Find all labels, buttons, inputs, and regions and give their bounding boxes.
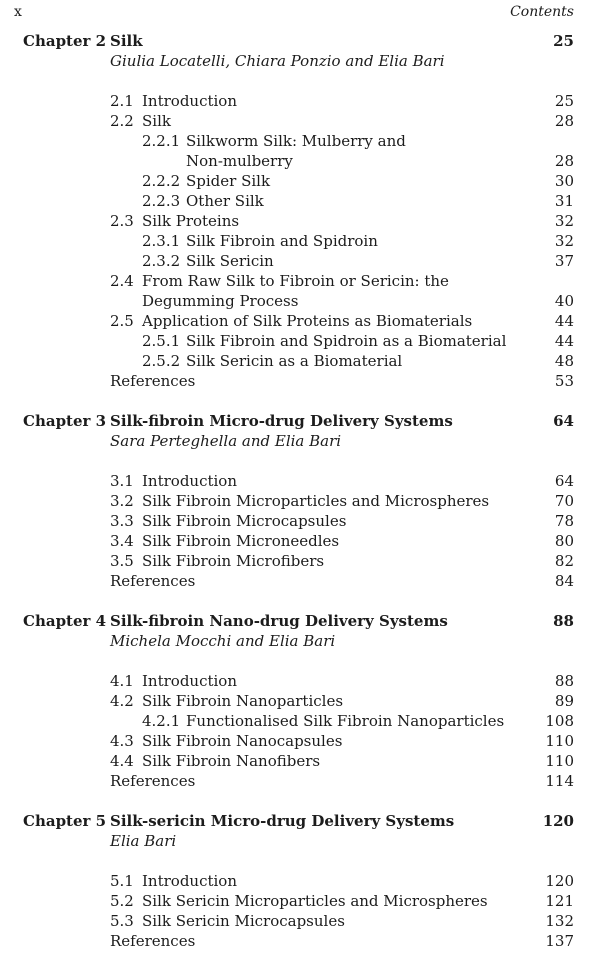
section-entry xyxy=(0,531,601,551)
entry-page-number: 121 xyxy=(545,892,574,910)
entry-page-number: 32 xyxy=(554,232,574,250)
section-entry xyxy=(0,471,601,491)
chapter-heading xyxy=(0,411,601,431)
entry-page-number: 80 xyxy=(554,532,574,550)
subsection-entry xyxy=(0,711,601,731)
chapter-heading xyxy=(0,611,601,631)
chapter-block xyxy=(0,611,601,791)
entry-title: Silk Fibroin Nanoparticles xyxy=(142,692,344,710)
entry-number: 2.2.1 xyxy=(142,132,181,150)
entry-number: 3.5 xyxy=(110,552,134,570)
entry-number: 2.2.2 xyxy=(142,172,181,190)
entry-title: Application of Silk Proteins as Biomaterials xyxy=(142,312,473,330)
entry-title: Introduction xyxy=(142,872,237,890)
entry-page-number: 28 xyxy=(554,112,574,130)
entry-title: References xyxy=(110,372,196,390)
subsection-entry-continued xyxy=(0,151,601,171)
section-entry xyxy=(0,511,601,531)
entry-page-number: 28 xyxy=(554,152,574,170)
chapter-page-number: 25 xyxy=(553,32,574,50)
entry-number: 2.2 xyxy=(110,112,134,130)
chapter-label: Chapter 3 xyxy=(23,412,107,430)
chapter-authors-line xyxy=(0,51,601,71)
entry-page-number: 70 xyxy=(554,492,574,510)
entry-page-number: 78 xyxy=(554,512,574,530)
section-entry xyxy=(0,271,601,291)
entry-title: Functionalised Silk Fibroin Nanoparticles xyxy=(186,712,505,730)
entry-page-number: 110 xyxy=(545,732,574,750)
entry-number: 4.1 xyxy=(110,672,134,690)
entry-number: 2.5.1 xyxy=(142,332,181,350)
section-entry xyxy=(0,671,601,691)
chapter-authors: Sara Perteghella and Elia Bari xyxy=(110,432,342,450)
references-entry xyxy=(0,931,601,951)
chapter-authors-line xyxy=(0,831,601,851)
entry-page-number: 64 xyxy=(554,472,574,490)
chapter-authors: Elia Bari xyxy=(110,832,177,850)
entry-title: Silk Fibroin Microfibers xyxy=(142,552,325,570)
entry-page-number: 37 xyxy=(554,252,574,270)
entry-title: Silk Sericin Microparticles and Microspheres xyxy=(142,892,488,910)
entry-number: 4.2.1 xyxy=(142,712,181,730)
chapter-authors: Michela Mocchi and Elia Bari xyxy=(110,632,336,650)
entry-number: 2.3.2 xyxy=(142,252,181,270)
chapter-spacer xyxy=(0,591,601,611)
entry-page-number: 132 xyxy=(545,912,574,930)
subsection-entry xyxy=(0,331,601,351)
entry-page-number: 84 xyxy=(554,572,574,590)
chapter-title: Silk xyxy=(110,32,143,50)
chapter-block xyxy=(0,31,601,391)
chapter-heading xyxy=(0,31,601,51)
table-of-contents xyxy=(0,31,601,951)
entry-title: Spider Silk xyxy=(186,172,271,190)
chapter-title: Silk-fibroin Nano-drug Delivery Systems xyxy=(110,612,448,630)
entry-title: Introduction xyxy=(142,672,237,690)
subsection-entry xyxy=(0,231,601,251)
entry-page-number: 120 xyxy=(545,872,574,890)
section-entry xyxy=(0,731,601,751)
chapter-block xyxy=(0,811,601,951)
chapter-page-number: 64 xyxy=(553,412,574,430)
entry-page-number: 25 xyxy=(554,92,574,110)
entry-number: 4.3 xyxy=(110,732,134,750)
entry-title-continued: Degumming Process xyxy=(142,292,299,310)
entry-page-number: 108 xyxy=(545,712,574,730)
entry-page-number: 40 xyxy=(554,292,574,310)
section-entry xyxy=(0,871,601,891)
chapter-authors-line xyxy=(0,431,601,451)
chapter-spacer xyxy=(0,791,601,811)
section-entry xyxy=(0,751,601,771)
entry-number: 5.2 xyxy=(110,892,134,910)
chapter-title: Silk-fibroin Micro-drug Delivery Systems xyxy=(110,412,453,430)
entry-title: Silk Fibroin Nanocapsules xyxy=(142,732,343,750)
entry-title: Silk Proteins xyxy=(142,212,240,230)
entry-title: Other Silk xyxy=(186,192,264,210)
entry-page-number: 31 xyxy=(554,192,574,210)
entry-page-number: 30 xyxy=(554,172,574,190)
entry-number: 2.5.2 xyxy=(142,352,181,370)
entry-title: Silk Fibroin Microparticles and Microspheres xyxy=(142,492,490,510)
references-entry xyxy=(0,371,601,391)
entry-title: Introduction xyxy=(142,472,237,490)
entry-number: 2.1 xyxy=(110,92,134,110)
entry-title: References xyxy=(110,572,196,590)
entry-title: From Raw Silk to Fibroin or Sericin: the xyxy=(142,272,449,290)
spacer xyxy=(0,851,601,871)
section-entry xyxy=(0,311,601,331)
entry-title: References xyxy=(110,932,196,950)
chapter-spacer xyxy=(0,391,601,411)
entry-title-continued: Non-mulberry xyxy=(186,152,293,170)
chapter-title: Silk-sericin Micro-drug Delivery Systems xyxy=(110,812,455,830)
chapter-block xyxy=(0,411,601,591)
section-entry xyxy=(0,91,601,111)
entry-page-number: 53 xyxy=(554,372,574,390)
section-entry xyxy=(0,691,601,711)
entry-number: 2.2.3 xyxy=(142,192,181,210)
entry-title: Silk Fibroin Microneedles xyxy=(142,532,340,550)
entry-title: Silkworm Silk: Mulberry and xyxy=(186,132,406,150)
section-entry xyxy=(0,891,601,911)
entry-page-number: 88 xyxy=(554,672,574,690)
entry-title: Introduction xyxy=(142,92,237,110)
spacer xyxy=(0,71,601,91)
subsection-entry xyxy=(0,191,601,211)
chapter-authors-line xyxy=(0,631,601,651)
entry-title: Silk Sericin xyxy=(186,252,274,270)
entry-number: 3.4 xyxy=(110,532,134,550)
entry-title: Silk Fibroin Nanofibers xyxy=(142,752,321,770)
entry-title: Silk Sericin Microcapsules xyxy=(142,912,345,930)
section-entry xyxy=(0,911,601,931)
entry-page-number: 44 xyxy=(554,312,574,330)
section-entry xyxy=(0,551,601,571)
entry-number: 3.3 xyxy=(110,512,134,530)
entry-number: 2.4 xyxy=(110,272,134,290)
entry-title: Silk Fibroin and Spidroin as a Biomaterial xyxy=(186,332,507,350)
entry-page-number: 44 xyxy=(554,332,574,350)
entry-page-number: 48 xyxy=(554,352,574,370)
chapter-label: Chapter 4 xyxy=(23,612,107,630)
entry-title: Silk Sericin as a Biomaterial xyxy=(186,352,403,370)
entry-number: 2.3 xyxy=(110,212,134,230)
chapter-label: Chapter 5 xyxy=(23,812,107,830)
entry-page-number: 137 xyxy=(545,932,574,950)
running-title: Contents xyxy=(510,4,574,20)
entry-number: 3.1 xyxy=(110,472,134,490)
entry-title: Silk xyxy=(142,112,171,130)
section-entry-continued xyxy=(0,291,601,311)
subsection-entry xyxy=(0,131,601,151)
entry-number: 3.2 xyxy=(110,492,134,510)
spacer xyxy=(0,651,601,671)
section-entry xyxy=(0,211,601,231)
references-entry xyxy=(0,771,601,791)
entry-number: 4.2 xyxy=(110,692,134,710)
entry-number: 2.5 xyxy=(110,312,134,330)
entry-title: Silk Fibroin Microcapsules xyxy=(142,512,347,530)
subsection-entry xyxy=(0,351,601,371)
chapter-authors: Giulia Locatelli, Chiara Ponzio and Elia Bari xyxy=(110,52,445,70)
references-entry xyxy=(0,571,601,591)
entry-title: References xyxy=(110,772,196,790)
entry-title: Silk Fibroin and Spidroin xyxy=(186,232,378,250)
chapter-heading xyxy=(0,811,601,831)
entry-page-number: 82 xyxy=(554,552,574,570)
folio-page-number: x xyxy=(14,4,22,20)
section-entry xyxy=(0,491,601,511)
chapter-page-number: 120 xyxy=(542,812,574,830)
entry-page-number: 32 xyxy=(554,212,574,230)
chapter-label: Chapter 2 xyxy=(23,32,107,50)
entry-number: 5.1 xyxy=(110,872,134,890)
spacer xyxy=(0,451,601,471)
entry-page-number: 89 xyxy=(554,692,574,710)
entry-number: 5.3 xyxy=(110,912,134,930)
entry-number: 4.4 xyxy=(110,752,134,770)
entry-page-number: 110 xyxy=(545,752,574,770)
entry-number: 2.3.1 xyxy=(142,232,181,250)
chapter-page-number: 88 xyxy=(553,612,574,630)
entry-page-number: 114 xyxy=(545,772,574,790)
subsection-entry xyxy=(0,251,601,271)
section-entry xyxy=(0,111,601,131)
subsection-entry xyxy=(0,171,601,191)
